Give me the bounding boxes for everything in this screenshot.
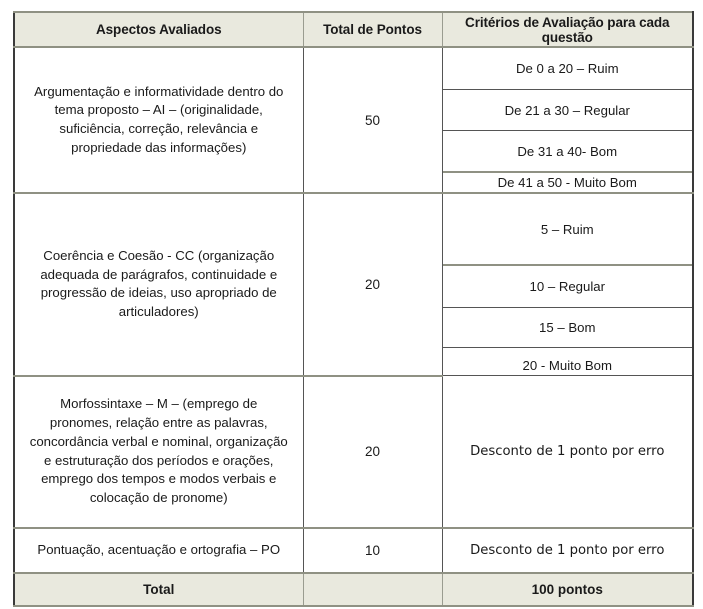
criteria-item: 10 – Regular xyxy=(443,265,693,308)
total-label: Total xyxy=(14,573,303,606)
criteria-cell-cc xyxy=(442,193,693,376)
criteria-list-m xyxy=(443,376,693,527)
criteria-item: 15 – Bom xyxy=(443,308,693,348)
points-value-m: 20 xyxy=(303,376,442,528)
points-value-po: 10 xyxy=(303,528,442,573)
criteria-item: 20 - Muito Bom xyxy=(522,358,612,373)
criteria-item: Desconto de 1 ponto por erro xyxy=(470,443,665,459)
table-row xyxy=(14,376,693,528)
criteria-item: De 31 a 40- Bom xyxy=(443,131,693,173)
criteria-item: Desconto de 1 ponto por erro xyxy=(470,542,665,558)
criteria-cell-po xyxy=(442,528,693,573)
aspect-description-ai: Argumentação e informatividade dentro do tema proposto – AI – (originalidade, suficiência, correção, relevância e propriedade das informações) xyxy=(14,47,303,193)
table-total-row xyxy=(14,573,693,606)
criteria-cell-ai xyxy=(442,47,693,193)
aspect-description-po: Pontuação, acentuação e ortografia – PO xyxy=(14,528,303,573)
table-row xyxy=(14,528,693,573)
criteria-item: De 0 a 20 – Ruim xyxy=(443,48,693,90)
evaluation-rubric-table xyxy=(13,11,694,607)
column-header-aspectos: Aspectos Avaliados xyxy=(14,12,303,47)
aspect-description-cc: Coerência e Coesão - CC (organização adequada de parágrafos, continuidade e progressão de ideias, uso apropriado de articuladores) xyxy=(14,193,303,376)
criteria-item: 5 – Ruim xyxy=(443,194,693,265)
criteria-item: De 41 a 50 - Muito Bom xyxy=(443,172,693,192)
column-header-criterios: Critérios de Avaliação para cada questão xyxy=(442,12,693,47)
aspect-description-m: Morfossintaxe – M – (emprego de pronomes, relação entre as palavras, concordância verbal e nominal, organização e estruturação dos períodos e orações, emprego dos tempos e modos verbais e colocação de pronome) xyxy=(14,376,303,528)
points-value-ai: 50 xyxy=(303,47,442,193)
table-row xyxy=(14,193,693,376)
total-value: 100 pontos xyxy=(442,573,693,606)
column-header-total-pontos: Total de Pontos xyxy=(303,12,442,47)
criteria-cell-m xyxy=(442,376,693,528)
points-value-cc: 20 xyxy=(303,193,442,376)
criteria-list-cc xyxy=(443,194,693,375)
criteria-item: De 21 a 30 – Regular xyxy=(443,90,693,131)
criteria-list-ai xyxy=(443,48,693,192)
criteria-list-po xyxy=(443,529,693,572)
table-header-row xyxy=(14,12,693,47)
total-points-empty xyxy=(303,573,442,606)
table-row xyxy=(14,47,693,193)
